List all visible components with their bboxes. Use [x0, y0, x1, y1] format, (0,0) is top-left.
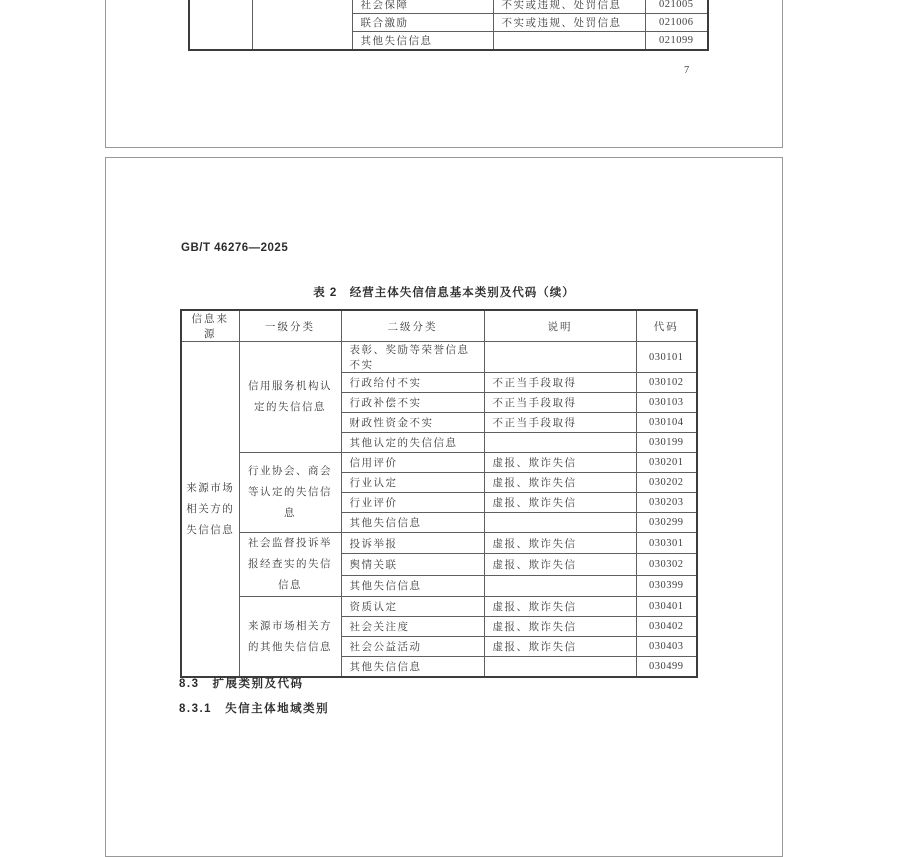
section-title: 失信主体地域类别 — [225, 703, 330, 715]
source-cell: 来源市场相关方的失信信息 — [181, 342, 239, 678]
description-cell: 不正当手段取得 — [484, 413, 636, 433]
description-cell: 虚报、欺诈失信 — [484, 493, 636, 513]
level2-cell: 其他失信信息 — [341, 575, 484, 596]
section-number: 8.3.1 — [179, 703, 213, 715]
level2-cell: 行政补偿不实 — [341, 393, 484, 413]
level2-cell: 社会关注度 — [341, 617, 484, 637]
level2-cell: 行业认定 — [341, 473, 484, 493]
level2-cell: 其他失信信息 — [352, 32, 493, 51]
code-cell: 030402 — [636, 617, 697, 637]
description-cell — [484, 433, 636, 453]
level2-cell: 其他失信信息 — [341, 513, 484, 533]
code-cell: 030199 — [636, 433, 697, 453]
code-cell: 030302 — [636, 554, 697, 575]
level2-cell: 其他认定的失信信息 — [341, 433, 484, 453]
column-header: 说明 — [484, 310, 636, 342]
description-cell: 虚报、欺诈失信 — [484, 617, 636, 637]
table-title: 表 2 经营主体失信信息基本类别及代码（续） — [313, 287, 575, 299]
level2-cell: 行业评价 — [341, 493, 484, 513]
column-header: 代码 — [636, 310, 697, 342]
code-cell: 030201 — [636, 453, 697, 473]
description-cell: 虚报、欺诈失信 — [484, 453, 636, 473]
level2-cell: 表彰、奖励等荣誉信息不实 — [341, 342, 484, 373]
description-cell: 虚报、欺诈失信 — [484, 637, 636, 657]
section-title: 扩展类别及代码 — [212, 678, 304, 690]
code-cell: 021006 — [645, 14, 708, 32]
code-cell: 030103 — [636, 393, 697, 413]
document-page-7 — [105, 0, 783, 148]
description-cell — [484, 657, 636, 678]
level1-cell: 信用服务机构认定的失信信息 — [239, 342, 341, 453]
code-cell: 030301 — [636, 533, 697, 554]
prev-table-body — [189, 0, 708, 50]
main-table — [180, 309, 698, 678]
description-cell: 虚报、欺诈失信 — [484, 554, 636, 575]
level2-cell: 信用评价 — [341, 453, 484, 473]
description-cell: 不实或违规、处罚信息 — [493, 14, 645, 32]
level2-cell: 资质认定 — [341, 597, 484, 617]
level1-cell: 行业协会、商会等认定的失信信息 — [239, 453, 341, 533]
column-header: 信息来源 — [181, 310, 239, 342]
main-table-body — [181, 342, 697, 678]
description-cell — [484, 342, 636, 373]
table-row — [181, 597, 697, 617]
level2-cell: 投诉举报 — [341, 533, 484, 554]
main-table-container — [180, 309, 698, 678]
level2-cell: 舆情关联 — [341, 554, 484, 575]
level2-cell: 其他失信信息 — [341, 657, 484, 678]
description-cell: 虚报、欺诈失信 — [484, 473, 636, 493]
prev-table-row — [189, 0, 708, 14]
level1-cell: 社会监督投诉举报经查实的失信信息 — [239, 533, 341, 597]
table-row — [181, 533, 697, 554]
section-heading-8-3-1 — [179, 700, 329, 716]
prev-level1-cell — [252, 0, 352, 50]
document-page-8 — [105, 157, 783, 857]
code-cell: 030299 — [636, 513, 697, 533]
code-cell: 030104 — [636, 413, 697, 433]
level2-cell: 联合激励 — [352, 14, 493, 32]
prev-source-cell — [189, 0, 252, 50]
code-cell: 030401 — [636, 597, 697, 617]
description-cell — [493, 32, 645, 51]
description-cell: 不正当手段取得 — [484, 373, 636, 393]
standard-number-header: GB/T 46276—2025 — [181, 242, 289, 254]
level2-cell: 社会保障 — [352, 0, 493, 14]
prev-table — [188, 0, 709, 51]
column-header: 二级分类 — [341, 310, 484, 342]
description-cell: 不实或违规、处罚信息 — [493, 0, 645, 14]
description-cell — [484, 575, 636, 596]
code-cell: 030202 — [636, 473, 697, 493]
description-cell: 虚报、欺诈失信 — [484, 533, 636, 554]
description-cell: 虚报、欺诈失信 — [484, 597, 636, 617]
main-table-header-row — [181, 310, 697, 342]
level1-cell: 来源市场相关方的其他失信信息 — [239, 597, 341, 678]
table-row — [181, 342, 697, 373]
code-cell: 021099 — [645, 32, 708, 51]
section-number: 8.3 — [179, 678, 200, 690]
section-heading-8-3 — [179, 675, 304, 691]
code-cell: 021005 — [645, 0, 708, 14]
code-cell: 030403 — [636, 637, 697, 657]
column-header: 一级分类 — [239, 310, 341, 342]
code-cell: 030203 — [636, 493, 697, 513]
prev-table-container — [188, 0, 712, 52]
table-row — [181, 453, 697, 473]
code-cell: 030101 — [636, 342, 697, 373]
page-number: 7 — [684, 65, 690, 76]
level2-cell: 社会公益活动 — [341, 637, 484, 657]
code-cell: 030499 — [636, 657, 697, 678]
description-cell — [484, 513, 636, 533]
level2-cell: 行政给付不实 — [341, 373, 484, 393]
code-cell: 030399 — [636, 575, 697, 596]
description-cell: 不正当手段取得 — [484, 393, 636, 413]
level2-cell: 财政性资金不实 — [341, 413, 484, 433]
code-cell: 030102 — [636, 373, 697, 393]
